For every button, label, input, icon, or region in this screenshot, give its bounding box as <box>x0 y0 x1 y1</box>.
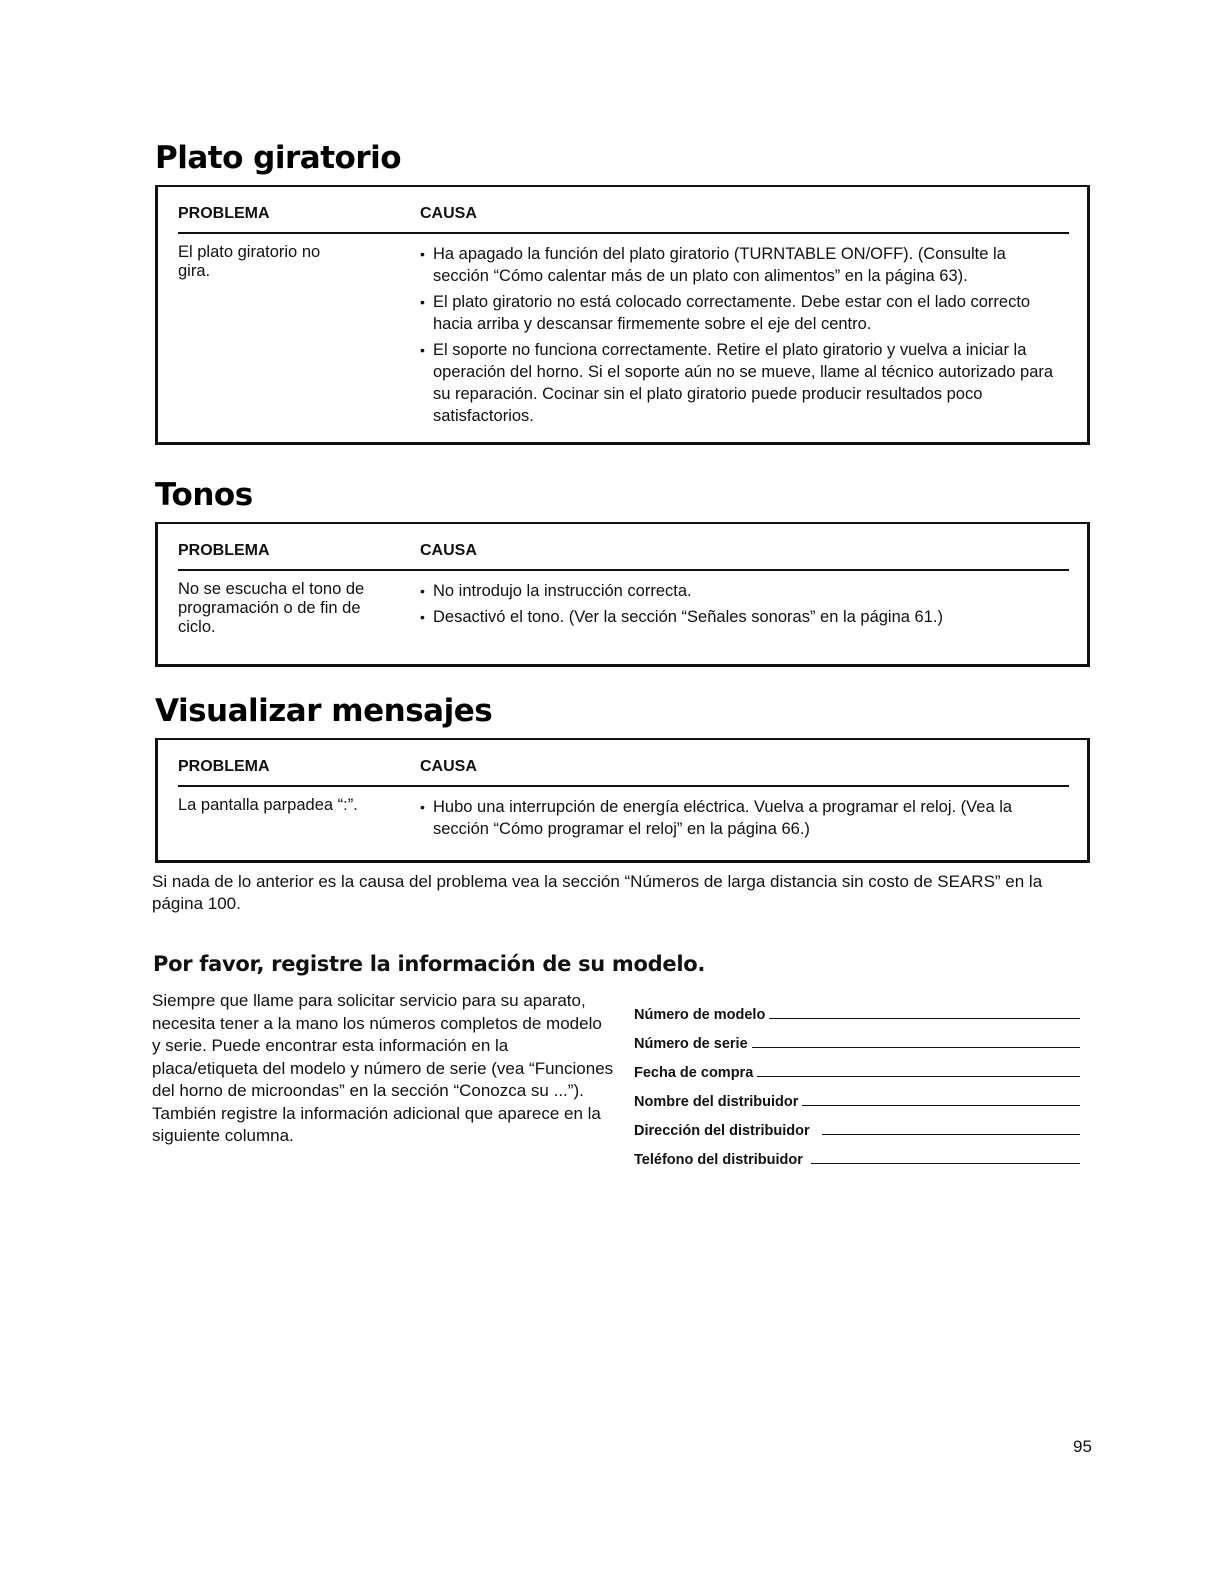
cause-list <box>420 796 1062 844</box>
cause-list <box>420 580 1062 632</box>
page-number: 95 <box>1073 1437 1092 1456</box>
cause-item: • Hubo una interrupción de energía eléctrica. Vuelva a programar el reloj. (Vea la sección “Cómo programar el reloj” en la página 66.) <box>420 796 1033 840</box>
troubleshooting-table-tonos <box>155 522 1090 667</box>
field-numero-de-modelo <box>634 994 1080 1023</box>
register-form <box>634 994 1080 1168</box>
header-rule <box>178 569 1069 571</box>
causa-header: CAUSA <box>420 205 477 222</box>
problem-text: No se escucha el tono de programación o de fin de ciclo. <box>178 580 365 636</box>
blank-line <box>822 1134 1080 1135</box>
cause-item: • Desactivó el tono. (Ver la sección “Señales sonoras” en la página 61.) <box>420 606 1062 628</box>
cause-item: • No introdujo la instrucción correcta. <box>420 580 1062 602</box>
blank-line <box>752 1047 1080 1048</box>
problema-header: PROBLEMA <box>178 542 270 559</box>
causa-header: CAUSA <box>420 758 477 775</box>
blank-line <box>811 1163 1080 1164</box>
problema-header: PROBLEMA <box>178 205 270 222</box>
problem-text: La pantalla parpadea “:”. <box>178 796 358 814</box>
cause-list <box>420 243 1062 431</box>
cause-item: • El plato giratorio no está colocado correctamente. Debe estar con el lado correcto hacia arriba y descansar firmemente sobre el eje del centro. <box>420 291 1062 335</box>
field-direccion-del-distribuidor <box>634 1110 1080 1139</box>
troubleshooting-table-plato-giratorio <box>155 185 1090 445</box>
problem-text: El plato giratorio no gira. <box>178 243 321 280</box>
cause-item: • El soporte no funciona correctamente. Retire el plato giratorio y vuelva a iniciar la operación del horno. Si el soporte aún no se mueve, llame al técnico autorizado para su reparación. Cocinar sin el plato giratorio puede producir resultados poco satisfactorios. <box>420 339 1062 427</box>
field-telefono-del-distribuidor <box>634 1139 1080 1168</box>
field-fecha-de-compra <box>634 1052 1080 1081</box>
section-title-plato-giratorio: Plato giratorio <box>155 140 402 176</box>
header-rule <box>178 232 1069 234</box>
blank-line <box>757 1076 1080 1077</box>
troubleshooting-table-visualizar-mensajes <box>155 738 1090 863</box>
field-nombre-del-distribuidor <box>634 1081 1080 1110</box>
register-body: Siempre que llame para solicitar servicio para su aparato, necesita tener a la mano los números completos de modelo y serie. Puede encontrar esta información en la placa/etiqueta del modelo y número de serie (vea “Funciones del horno de microondas” en la sección “Conozca su ...”). También registre la información adicional que aparece en la siguiente columna. <box>152 991 614 1145</box>
blank-line <box>802 1105 1080 1106</box>
header-rule <box>178 785 1069 787</box>
field-numero-de-serie <box>634 1023 1080 1052</box>
blank-line <box>769 1018 1080 1019</box>
section-title-tonos: Tonos <box>155 477 253 513</box>
field-label: Fecha de compra <box>634 1065 754 1081</box>
field-label: Número de modelo <box>634 1007 766 1023</box>
field-label: Nombre del distribuidor <box>634 1094 799 1110</box>
note-paragraph: Si nada de lo anterior es la causa del problema vea la sección “Números de larga distancia sin costo de SEARS” en la página 100. <box>152 872 1043 913</box>
field-label: Teléfono del distribuidor <box>634 1152 803 1168</box>
causa-header: CAUSA <box>420 542 477 559</box>
cause-item: • Ha apagado la función del plato giratorio (TURNTABLE ON/OFF). (Consulte la sección “Cómo calentar más de un plato con alimentos” en la página 63). <box>420 243 1062 287</box>
register-title: Por favor, registre la información de su modelo. <box>153 952 706 976</box>
section-title-visualizar-mensajes: Visualizar mensajes <box>155 693 493 729</box>
problema-header: PROBLEMA <box>178 758 270 775</box>
field-label: Dirección del distribuidor <box>634 1123 810 1139</box>
field-label: Número de serie <box>634 1036 748 1052</box>
